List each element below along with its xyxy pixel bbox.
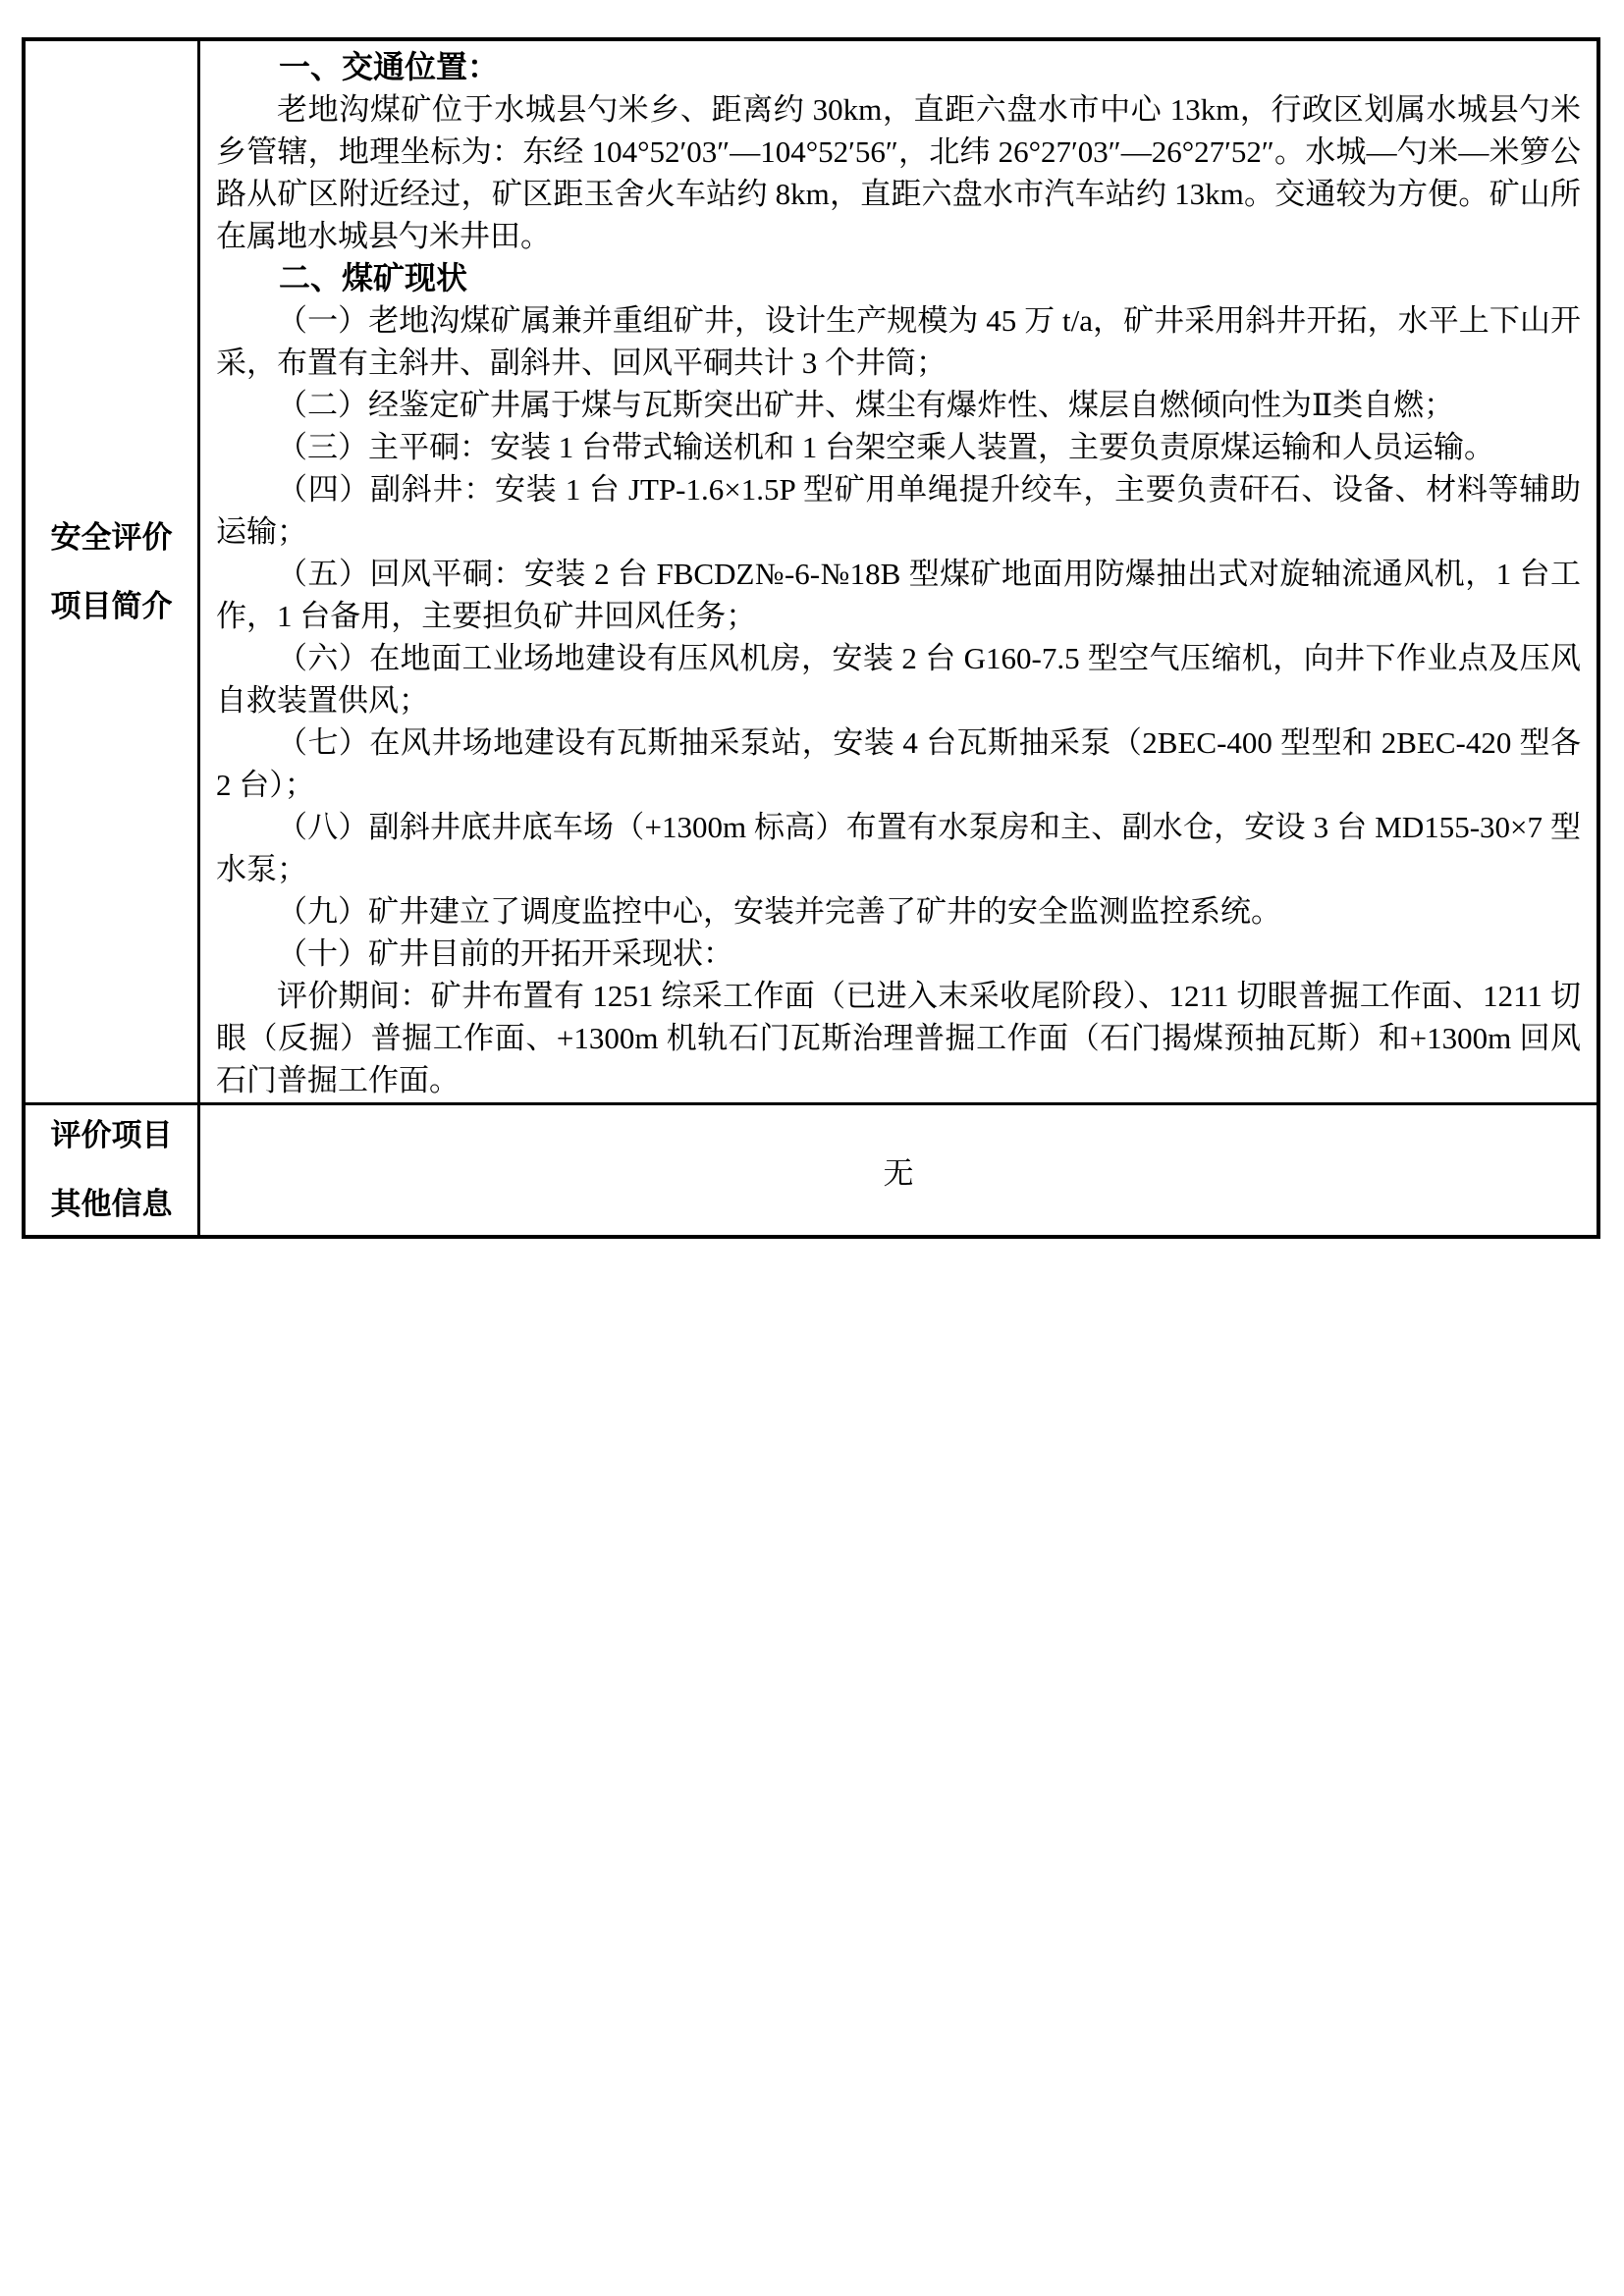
table-row-other-info xyxy=(26,1105,1597,1235)
row-header-line: 项目简介 xyxy=(50,588,173,623)
paragraph: （一）老地沟煤矿属兼并重组矿井，设计生产规模为 45 万 t/a，矿井采用斜井开拓，水平上下山开采，布置有主斜井、副斜井、回风平硐共计 3 个井筒； xyxy=(216,303,1581,380)
paragraph: （七）在风井场地建设有瓦斯抽采泵站，安装 4 台瓦斯抽采泵（2BEC-400 型型和 2BEC-420 型各 2 台）； xyxy=(216,725,1581,802)
row-header-line: 其他信息 xyxy=(50,1187,173,1221)
paragraph: （十）矿井目前的开拓开采现状： xyxy=(277,936,733,971)
row-header-line: 安全评价 xyxy=(50,519,173,555)
row-header-other-info xyxy=(26,1105,200,1235)
paragraph: （三）主平硐：安装 1 台带式输送机和 1 台架空乘人装置，主要负责原煤运输和人员运输。 xyxy=(277,430,1494,464)
table-row-project-intro xyxy=(26,41,1597,1105)
paragraph: （五）回风平硐：安装 2 台 FBCDZ№-6-№18B 型煤矿地面用防爆抽出式对旋轴流通风机，1 台工作，1 台备用，主要担负矿井回风任务； xyxy=(216,557,1581,633)
paragraph: 评价期间：矿井布置有 1251 综采工作面（已进入末采收尾阶段）、1211 切眼普掘工作面、1211 切眼（反掘）普掘工作面、+1300m 机轨石门瓦斯治理普掘工作面（石门揭煤预抽瓦斯）和+1300m 回风石门普掘工作面。 xyxy=(216,979,1581,1097)
section-heading: 一、交通位置： xyxy=(279,49,500,84)
project-intro-content xyxy=(200,41,1597,1102)
paragraph: （九）矿井建立了调度监控中心，安装并完善了矿井的安全监测监控系统。 xyxy=(277,894,1281,929)
paragraph: （六）在地面工业场地建设有压风机房，安装 2 台 G160-7.5 型空气压缩机，向井下作业点及压风自救装置供风； xyxy=(216,641,1581,718)
paragraph: （四）副斜井：安装 1 台 JTP-1.6×1.5P 型矿用单绳提升绞车，主要负责矸石、设备、材料等辅助运输； xyxy=(216,472,1581,549)
section-heading: 二、煤矿现状 xyxy=(279,260,468,295)
paragraph: 老地沟煤矿位于水城县勺米乡、距离约 30km，直距六盘水市中心 13km，行政区划属水城县勺米乡管辖，地理坐标为：东经 104°52′03″—104°52′56″，北纬 26°27′03″—26°27′52″。水城—勺米—米箩公路从矿区附近经过，矿区距玉舍火车站约 8km，直距六盘水市汽车站约 13km。交通较为方便。矿山所在属地水城县勺米井田。 xyxy=(216,92,1581,253)
row-header-line: 评价项目 xyxy=(50,1118,173,1152)
evaluation-info-table xyxy=(22,37,1600,1239)
paragraph: （二）经鉴定矿井属于煤与瓦斯突出矿井、煤尘有爆炸性、煤层自燃倾向性为Ⅱ类自燃； xyxy=(277,388,1455,422)
row-header-safety-evaluation-intro xyxy=(26,41,200,1102)
paragraph: （八）副斜井底井底车场（+1300m 标高）布置有水泵房和主、副水仓，安设 3 台 MD155-30×7 型水泵； xyxy=(216,810,1581,886)
other-info-content: 无 xyxy=(883,1155,914,1191)
